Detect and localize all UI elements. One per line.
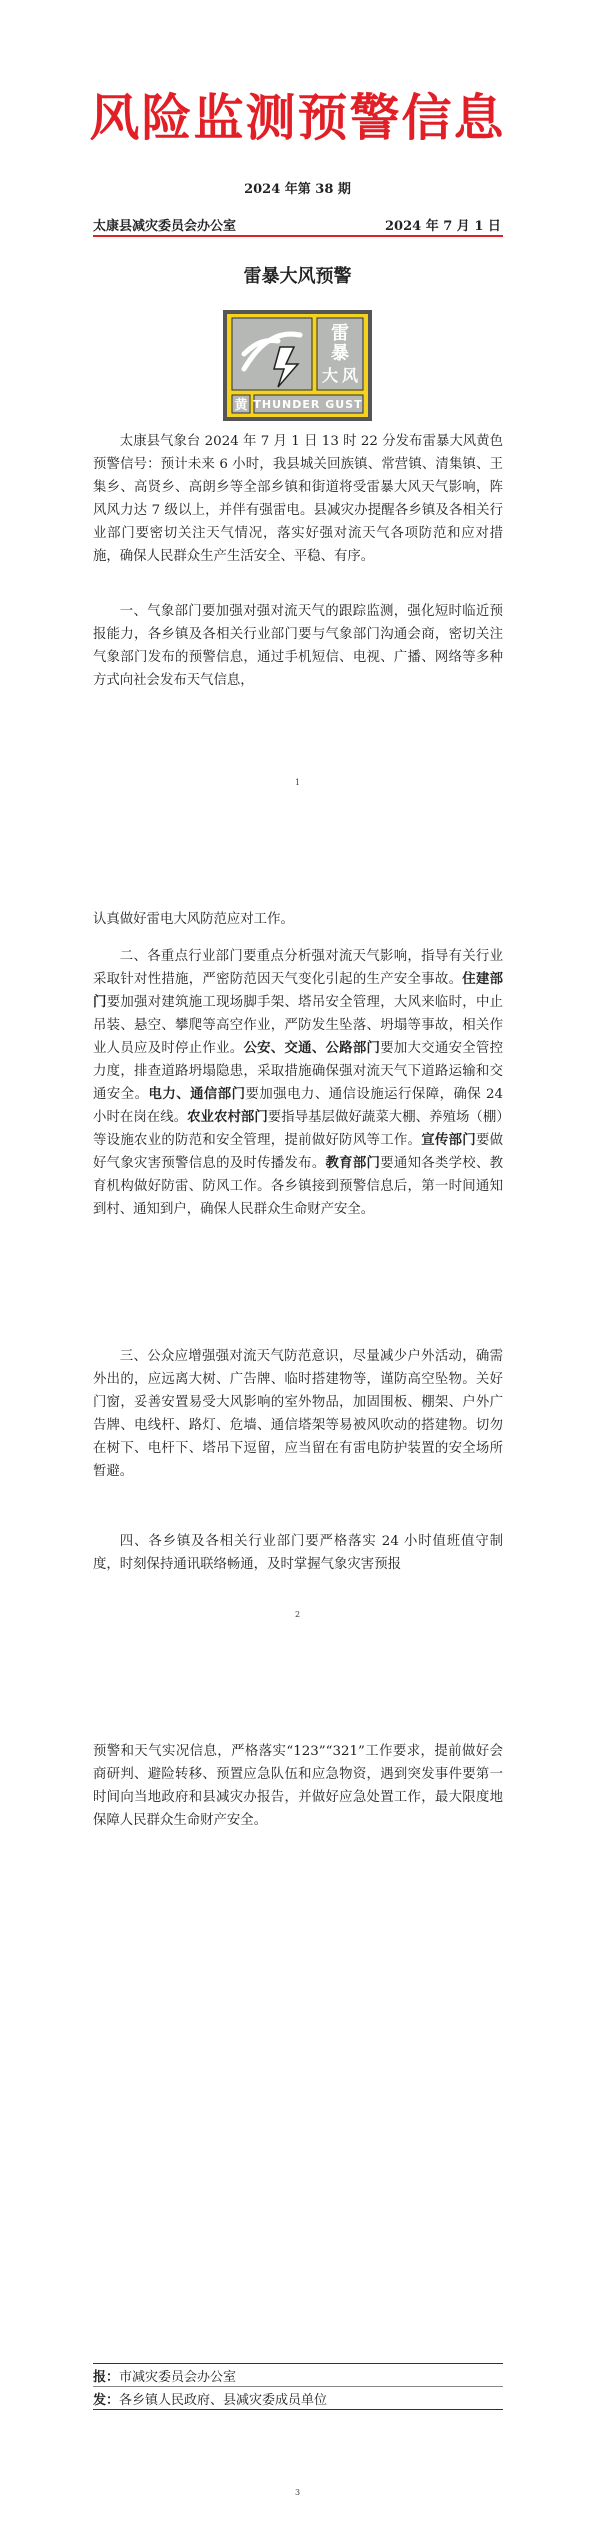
p2-text-a: 二、各重点行业部门要重点分析强对流天气影响，指导有关行业采取针对性措施，严密防范因天气变化引起的生产安全事故。 [93,949,503,987]
p2-text-g: 要通知各类学校、教育机构做好防雷、防风工作。各乡镇接到预警信息后，第一时间通知到村、通知到户，确保人民群众生命财产安全。 [93,1156,504,1217]
icon-glyph-2: 暴 [331,343,349,364]
issuing-office: 太康县减灾委员会办公室 [93,219,237,234]
paragraph-2 [93,945,503,1221]
p2-text-c: 要加大交通安全管控力度，排查道路坍塌隐患，采取措施确保强对流天气下道路运输和交通安全。 [93,1041,504,1102]
send-label: 发： [93,2393,120,2408]
dept-agriculture: 农业农村部门 [187,1109,268,1125]
page-number-2: 2 [294,1610,301,1619]
thunder-gust-yellow-warning-icon [222,309,373,422]
send-recipients: 各乡镇人民政府、县减灾委成员单位 [119,2393,328,2408]
dept-housing: 住建部门 [93,971,504,1010]
footer-send-line [93,2389,327,2408]
paragraph-4: 四、各乡镇及各相关行业部门要严格落实 24 小时值班值守制度，时刻保持通讯联络畅通，及时掌握气象灾害预报 [93,1534,503,1572]
report-label: 报： [93,2370,120,2385]
p2-text-b: 要加强对建筑施工现场脚手架、塔吊安全管理，大风来临时，中止吊装、悬空、攀爬等高空作业，严防发生坠落、坍塌等事故，相关作业人员应及时停止作业。 [93,995,504,1056]
footer-rule-bottom [93,2409,503,2410]
paragraph-4-continued: 预警和天气实况信息，严格落实“123”“321”工作要求，提前做好会商研判、避险转移、预置应急队伍和应急物资，遇到突发事件要第一时间向当地政府和县减灾办报告，并做好应急处置工作，最大限度地保障人民群众生命财产安全。 [93,1744,503,1828]
footer-rule-top [93,2363,503,2364]
paragraph-1-continued: 认真做好雷电大风防范应对工作。 [93,912,294,927]
icon-glyph-5: 黄 [234,398,248,413]
dept-police-transport: 公安、交通、公路部门 [243,1040,381,1056]
warning-subtitle: 雷暴大风预警 [243,266,352,287]
icon-glyph-4: 风 [341,366,359,385]
p2-text-f: 要做好气象灾害预警信息的及时传播发布。 [93,1133,504,1171]
dept-power-telecom: 电力、通信部门 [148,1086,246,1102]
paragraph-1: 一、气象部门要加强对强对流天气的跟踪监测，强化短时临近预报能力，各乡镇及各相关行业部门要与气象部门沟通会商，密切关注气象部门发布的预警信息，通过手机短信、电视、广播、网络等多种方式向社会发布天气信息， [93,604,503,688]
icon-glyph-1: 雷 [331,323,349,344]
document-title: 风险监测预警信息 [89,89,506,147]
dept-education: 教育部门 [325,1155,381,1171]
footer-rule-middle [93,2386,503,2387]
page-number-3: 3 [294,2488,301,2497]
issue-date: 2024 年 7 月 1 日 [385,219,501,234]
report-recipient: 市减灾委员会办公室 [119,2370,237,2385]
icon-english-text: THUNDER GUST [253,398,363,411]
paragraph-intro: 太康县气象台 2024 年 7 月 1 日 13 时 22 分发布雷暴大风黄色预警信号：预计未来 6 小时，我县城关回族镇、常营镇、清集镇、王集乡、高贤乡、高朗乡等全部乡镇和街道将受雷暴大风天气影响，阵风风力达 7 级以上，并伴有强雷电。县减灾办提醒各乡镇及各相关行业部门要密切关注天气情况，落实好强对流天气各项防范和应对措施，确保人民群众生产生活安全、平稳、有序。 [93,434,503,564]
icon-glyph-3: 大 [321,366,339,385]
paragraph-3: 三、公众应增强强对流天气防范意识，尽量减少户外活动，确需外出的，应远离大树、广告牌、临时搭建物等，谨防高空坠物。关好门窗，妥善安置易受大风影响的室外物品，加固围板、棚架、户外广告牌、电线杆、路灯、危墙、通信塔架等易被风吹动的搭建物。切勿在树下、电杆下、塔吊下逗留，应当留在有雷电防护装置的安全场所暂避。 [93,1349,503,1479]
dept-publicity: 宣传部门 [421,1132,476,1148]
footer-report-line [93,2366,236,2385]
header-divider [93,235,503,237]
p2-text-e: 要指导基层做好蔬菜大棚、养殖场（棚）等设施农业的防范和安全管理，提前做好防风等工作。 [93,1110,504,1148]
page-number-1: 1 [294,778,301,787]
p2-text-d: 要加强电力、通信设施运行保障，确保 24 小时在岗在线。 [93,1087,504,1125]
issue-number: 2024 年第 38 期 [244,182,351,197]
